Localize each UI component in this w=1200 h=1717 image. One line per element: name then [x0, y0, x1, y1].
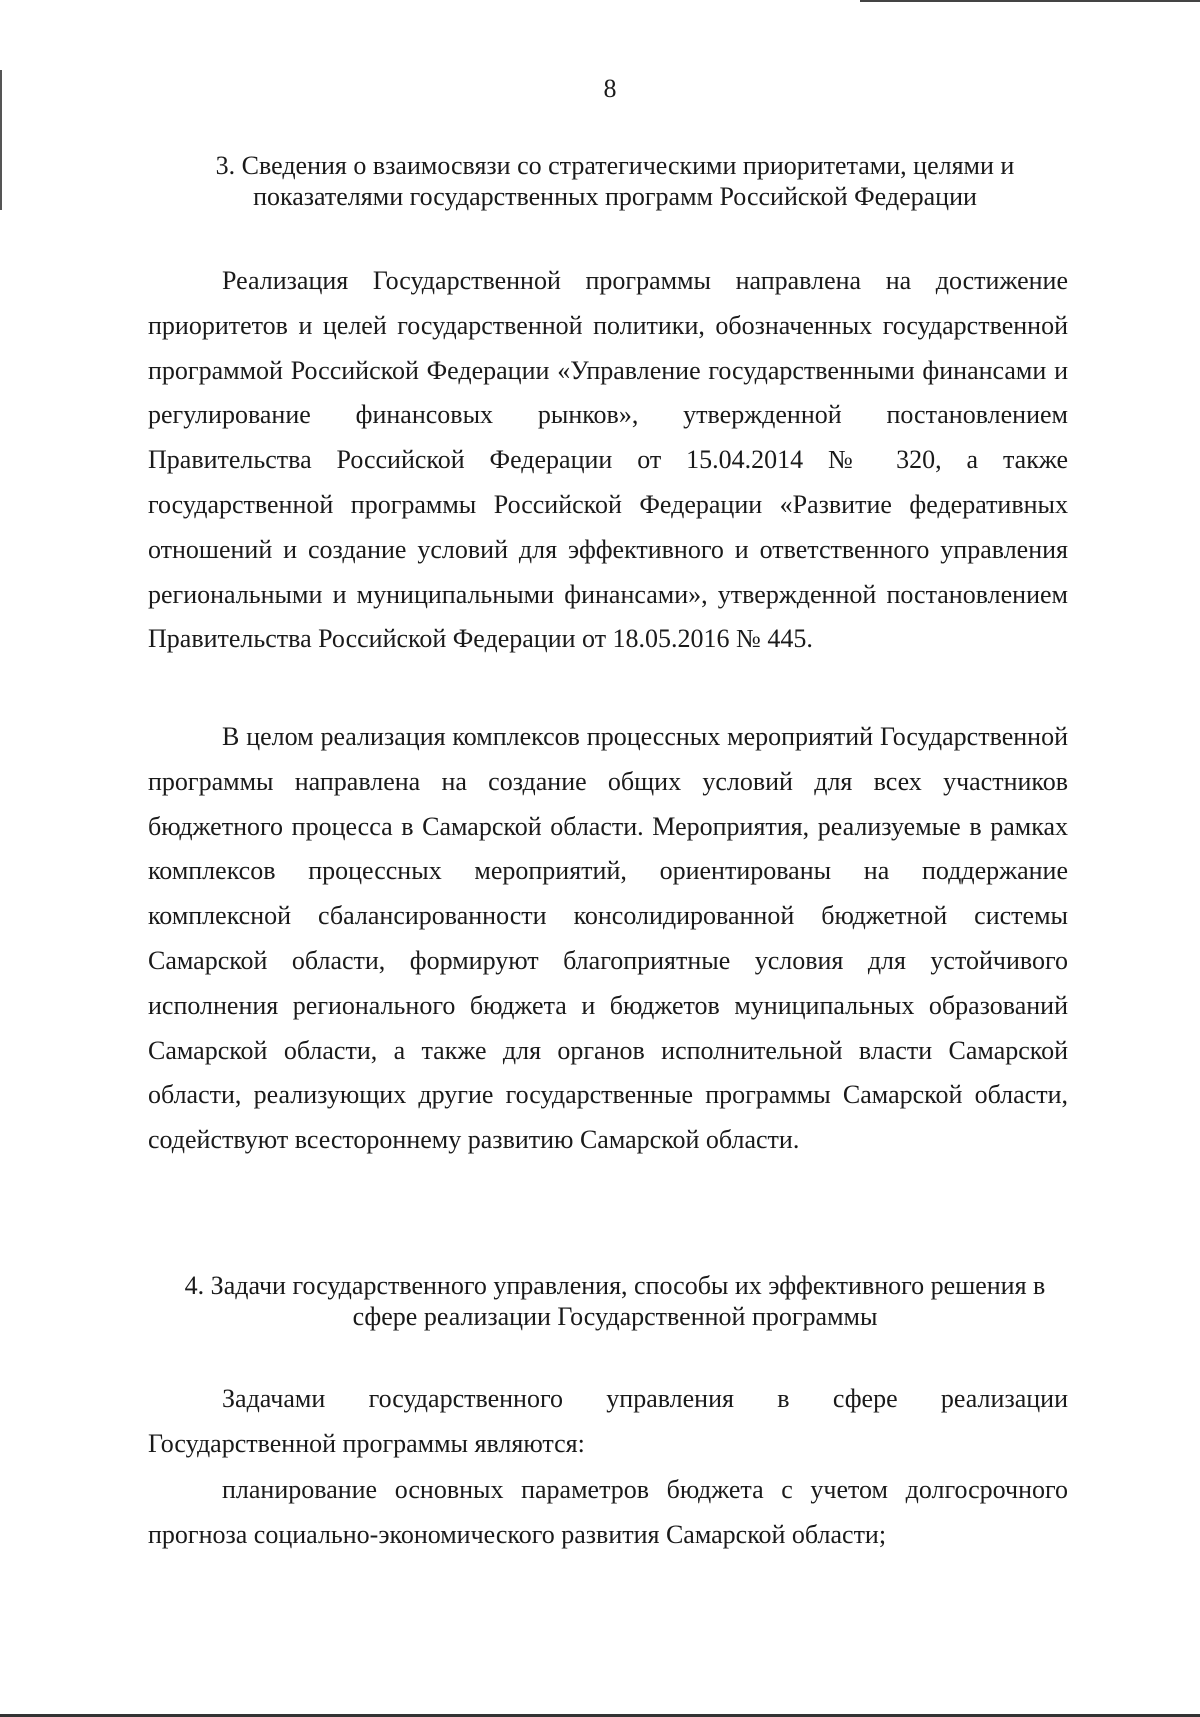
section-4-paragraph-1: Задачами государственного управления в сфере реализации Государственной программы являются:	[148, 1384, 1068, 1458]
scan-edge-top	[860, 0, 1200, 2]
section-3-paragraph-2: В целом реализация комплексов процессных мероприятий Государственной программы направлена на создание общих условий для всех участников бюджетного процесса в Самарской области. Мероприятия, реализуемые в рамках комплексов процессных мероприятий, ориентированы на поддержание комплексной сбалансированности консолидированной бюджетной системы Самарской области, формируют благоприятные условия для устойчивого исполнения регионального бюджета и бюджетов муниципальных образований Самарской области, а также для органов исполнительной власти Самарской области, реализующих другие государственные программы Самарской области, содействуют всестороннему развитию Самарской области.	[148, 722, 1068, 1155]
section-4-heading: 4. Задачи государственного управления, способы их эффективного решения в сфере реализации Государственной программы	[184, 1271, 1046, 1331]
section-4-paragraph-2: планирование основных параметров бюджета с учетом долгосрочного прогноза социально-экономического развития Самарской области;	[148, 1475, 1068, 1549]
section-3-paragraph-1: Реализация Государственной программы направлена на достижение приоритетов и целей государственной политики, обозначенных государственной программой Российской Федерации «Управление государственными финансами и регулирование финансовых рынков», утвержденной постановлением Правительства Российской Федерации от 15.04.2014 № 320, а также государственной программы Российской Федерации «Развитие федеративных отношений и создание условий для эффективного и ответственного управления региональными и муниципальными финансами», утвержденной постановлением Правительства Российской Федерации от 18.05.2016 № 445.	[148, 266, 1068, 654]
section-3-heading: 3. Сведения о взаимосвязи со стратегическими приоритетами, целями и показателями государственных программ Российской Федерации	[215, 151, 1015, 211]
page-number: 8	[603, 74, 617, 103]
